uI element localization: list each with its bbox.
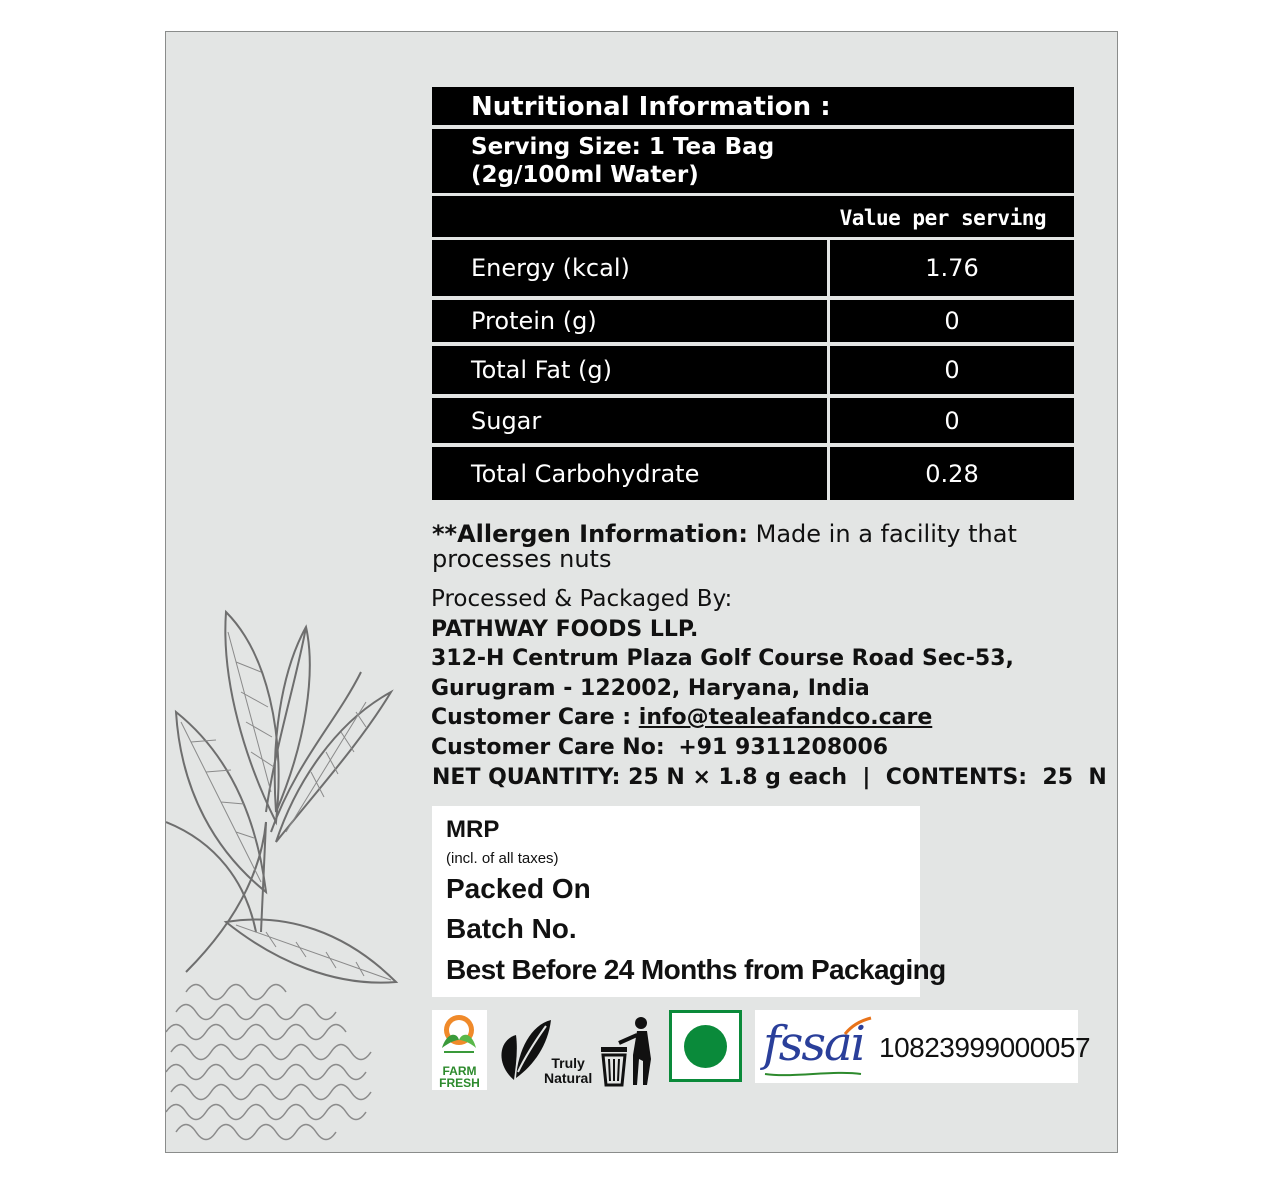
address-line2: Gurugram - 122002, Haryana, India: [431, 675, 870, 701]
nutrition-row: [432, 240, 1074, 296]
nutrient-value: 0: [830, 398, 1074, 443]
truly-natural-badge: [496, 1010, 596, 1090]
nutrition-row: [432, 447, 1074, 500]
mrp-box: [432, 806, 946, 997]
allergen-text: Made in a facility that processes nuts: [432, 520, 1017, 573]
company-name: PATHWAY FOODS LLP.: [431, 616, 699, 642]
best-before-label: Best Before 24 Months from Packaging: [446, 954, 946, 985]
nutrition-row: [432, 300, 1074, 342]
nutrient-label: Protein (g): [432, 300, 827, 342]
nutrition-row: [432, 346, 1074, 394]
label-panel: [165, 31, 1118, 1153]
customer-care-phone-row: [431, 733, 1014, 763]
veg-dot-icon: [684, 1025, 727, 1068]
serving-size-line2: (2g/100ml Water): [471, 162, 699, 188]
dispose-bin-icon: [599, 1015, 657, 1087]
fssai-underline-icon: [763, 1068, 863, 1078]
truly-natural-line1: Truly: [551, 1055, 585, 1071]
nutrient-value: 0: [830, 300, 1074, 342]
veg-symbol: [669, 1010, 742, 1082]
fssai-swoosh-icon: [843, 1016, 873, 1036]
farm-fresh-icon: [432, 1010, 487, 1060]
allergen-label: **Allergen Information:: [432, 520, 748, 548]
nutrition-row: [432, 398, 1074, 443]
farm-fresh-line2: FRESH: [439, 1076, 480, 1090]
fssai-number: 10823999000057: [879, 1032, 1091, 1063]
nutrient-label: Total Carbohydrate: [432, 447, 827, 500]
customer-care-email-link[interactable]: info@tealeafandco.care: [638, 705, 933, 730]
packed-on-label: Packed On: [446, 873, 591, 904]
farm-fresh-line1: FARM: [442, 1064, 477, 1078]
address-line1: 312-H Centrum Plaza Golf Course Road Sec-53,: [431, 646, 1014, 671]
serving-size-line1: Serving Size: 1 Tea Bag: [471, 134, 775, 160]
nutrient-label: Sugar: [432, 398, 827, 443]
mrp-note: (incl. of all taxes): [446, 850, 559, 867]
truly-natural-line2: Natural: [544, 1070, 593, 1086]
leaf-icon: [496, 1010, 551, 1090]
customer-care-email-row: [431, 703, 1014, 733]
value-per-serving-header: Value per serving: [432, 196, 1074, 237]
tea-leaves-illustration: [166, 592, 406, 1153]
manufacturer-info: [431, 585, 1014, 762]
processed-by-label: Processed & Packaged By:: [431, 586, 733, 612]
farm-fresh-badge: [432, 1010, 487, 1090]
customer-care-label: Customer Care :: [431, 705, 632, 730]
nutrition-title: Nutritional Information :: [432, 87, 1074, 125]
nutrient-value: 0.28: [830, 447, 1074, 500]
allergen-information: [432, 522, 1052, 572]
fssai-logo: fssai: [763, 1016, 864, 1072]
batch-no-label: Batch No.: [446, 913, 577, 944]
mrp-label: MRP: [446, 816, 500, 843]
net-quantity: NET QUANTITY: 25 N × 1.8 g each | CONTENTS: 25 N: [432, 765, 1107, 790]
nutrient-label: Energy (kcal): [432, 240, 827, 296]
nutrient-value: 0: [830, 346, 1074, 394]
nutrient-label: Total Fat (g): [432, 346, 827, 394]
fssai-license: [755, 1010, 1091, 1083]
serving-size: [432, 129, 1074, 193]
nutrient-value: 1.76: [830, 240, 1074, 296]
customer-care-no-label: Customer Care No:: [431, 734, 665, 760]
customer-care-phone: +91 9311208006: [678, 734, 889, 760]
